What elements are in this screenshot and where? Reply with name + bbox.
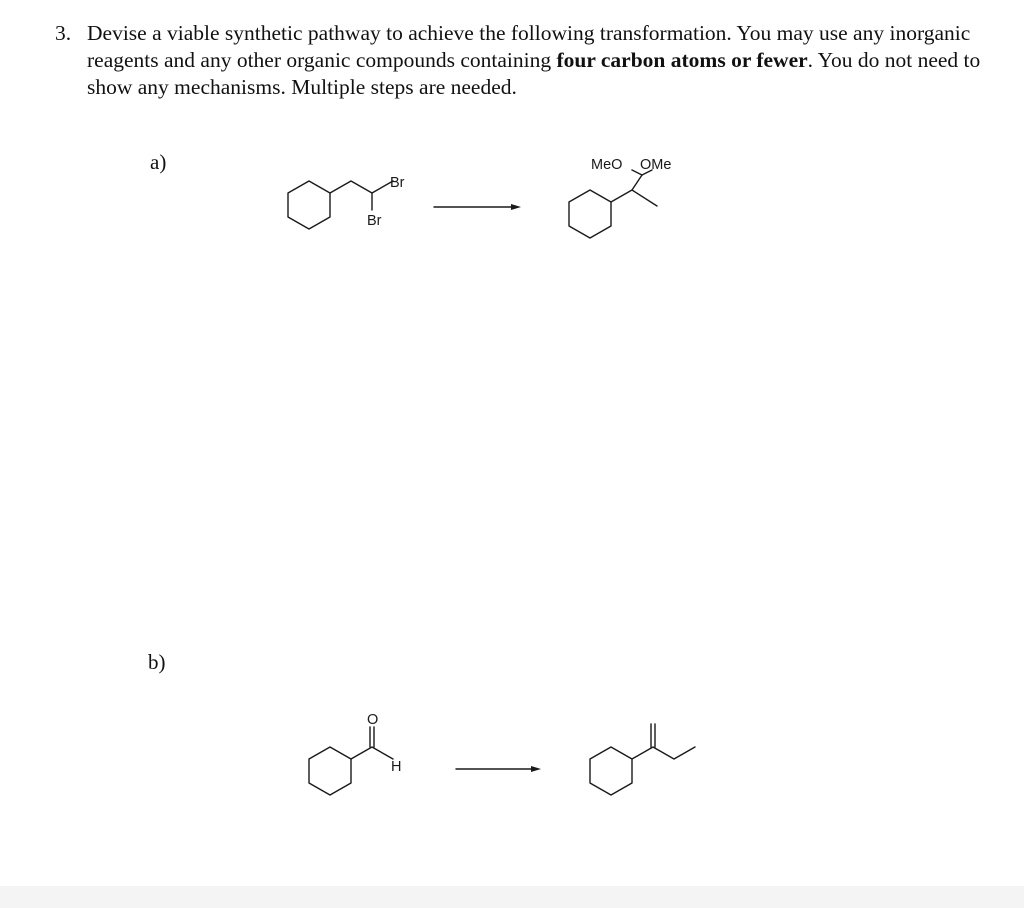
part-b-product-cyclohexane-ring (590, 747, 632, 795)
part-a-label: a) (150, 150, 167, 174)
part-a-reactant-br-bottom: Br (367, 213, 382, 229)
part-a-reactant-chain (330, 181, 393, 193)
part-a-product-meo-label: MeO (591, 157, 623, 173)
part-b-reactant-cyclohexane-ring (309, 747, 351, 795)
part-b-product-structure (590, 724, 695, 795)
question-number: 3. (55, 21, 72, 45)
part-b-reactant-hydrogen-label: H (391, 759, 402, 775)
part-a-product-chain (611, 175, 642, 202)
part-b-product-chain (632, 747, 695, 759)
part-a-reactant-structure (288, 175, 405, 229)
part-a-product-structure (569, 157, 671, 238)
part-a-product-cyclohexane-ring (569, 190, 611, 238)
part-b-reactant-oxygen-label: O (367, 712, 379, 728)
part-a-reaction-arrow (434, 204, 521, 210)
part-b-reactant-structure (309, 712, 401, 795)
part-b-reaction-arrow (456, 766, 541, 772)
part-a-reactant-br-top: Br (390, 175, 405, 191)
part-a-product-ome-label: OMe (640, 157, 672, 173)
question-bold-constraint: four carbon atoms or fewer (556, 48, 808, 72)
question-text-start: Devise a viable synthetic pathway to achieve the following transformation. You may use any inorganic reagents and any other organic compounds containing (87, 21, 971, 72)
question-text-end: . You do not need to show any mechanisms. Multiple steps are needed. (87, 48, 981, 99)
part-a-reactant-cyclohexane-ring (288, 181, 330, 229)
page-bottom-band (0, 886, 1024, 908)
part-a-product-quaternary-carbon-bonds (632, 190, 657, 206)
part-b-label: b) (148, 650, 166, 674)
part-b-reactant-chain (351, 747, 393, 759)
